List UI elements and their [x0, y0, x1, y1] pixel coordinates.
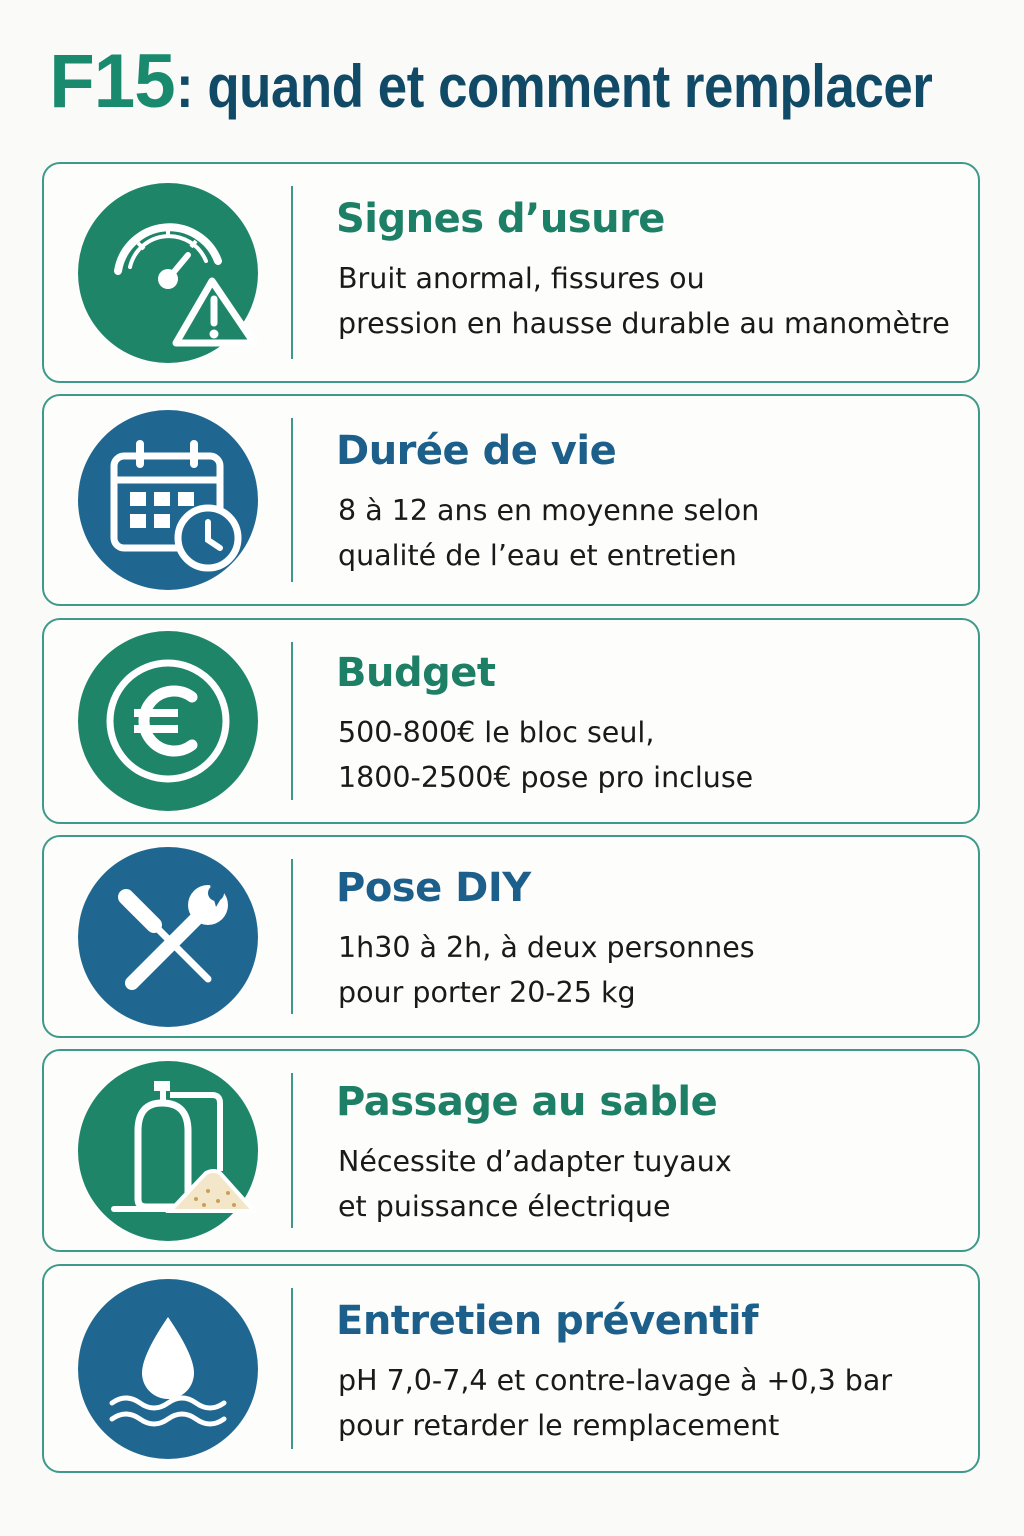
title-code: F15: [49, 39, 175, 124]
card-divider: [291, 642, 293, 800]
card-divider: [291, 418, 293, 582]
card-text-line: 1h30 à 2h, à deux personnes: [338, 931, 755, 964]
card-budget: [42, 618, 980, 824]
card-text-line: Bruit anormal, fissures ou: [338, 262, 705, 295]
card-signes-usure: [42, 162, 980, 383]
card-heading: Pose DIY: [336, 865, 531, 911]
euro-icon: [78, 631, 258, 811]
card-text-line: Nécessite d’adapter tuyaux: [338, 1145, 732, 1178]
card-heading: Passage au sable: [336, 1079, 718, 1125]
card-text-line: pH 7,0-7,4 et contre-lavage à +0,3 bar: [338, 1364, 893, 1397]
card-text-line: 1800-2500€ pose pro incluse: [338, 761, 754, 794]
water-drop-icon: [78, 1279, 258, 1459]
card-divider: [291, 1288, 293, 1449]
calendar-clock-icon: [78, 410, 258, 590]
card-heading: Budget: [336, 650, 496, 696]
card-text-line: pression en hausse durable au manomètre: [338, 307, 950, 340]
card-pose-diy: [42, 835, 980, 1038]
card-text-line: pour retarder le remplacement: [338, 1409, 780, 1442]
card-text-line: 500-800€ le bloc seul,: [338, 716, 655, 749]
sand-filter-icon: [78, 1061, 258, 1241]
card-passage-au-sable: [42, 1049, 980, 1252]
card-heading: Durée de vie: [336, 428, 617, 474]
tools-icon: [78, 847, 258, 1027]
card-divider: [291, 186, 293, 359]
card-text-line: et puissance électrique: [338, 1190, 671, 1223]
page-title: [48, 38, 1008, 128]
card-divider: [291, 859, 293, 1014]
card-heading: Entretien préventif: [336, 1298, 759, 1344]
card-entretien-preventif: [42, 1264, 980, 1473]
gauge-warning-icon: [78, 183, 258, 363]
card-text-line: qualité de l’eau et entretien: [338, 539, 737, 572]
card-duree-de-vie: [42, 394, 980, 606]
title-text: : quand et comment remplacer: [175, 53, 933, 120]
card-text-line: pour porter 20-25 kg: [338, 976, 636, 1009]
card-divider: [291, 1073, 293, 1228]
card-text-line: 8 à 12 ans en moyenne selon: [338, 494, 760, 527]
card-heading: Signes d’usure: [336, 196, 665, 242]
